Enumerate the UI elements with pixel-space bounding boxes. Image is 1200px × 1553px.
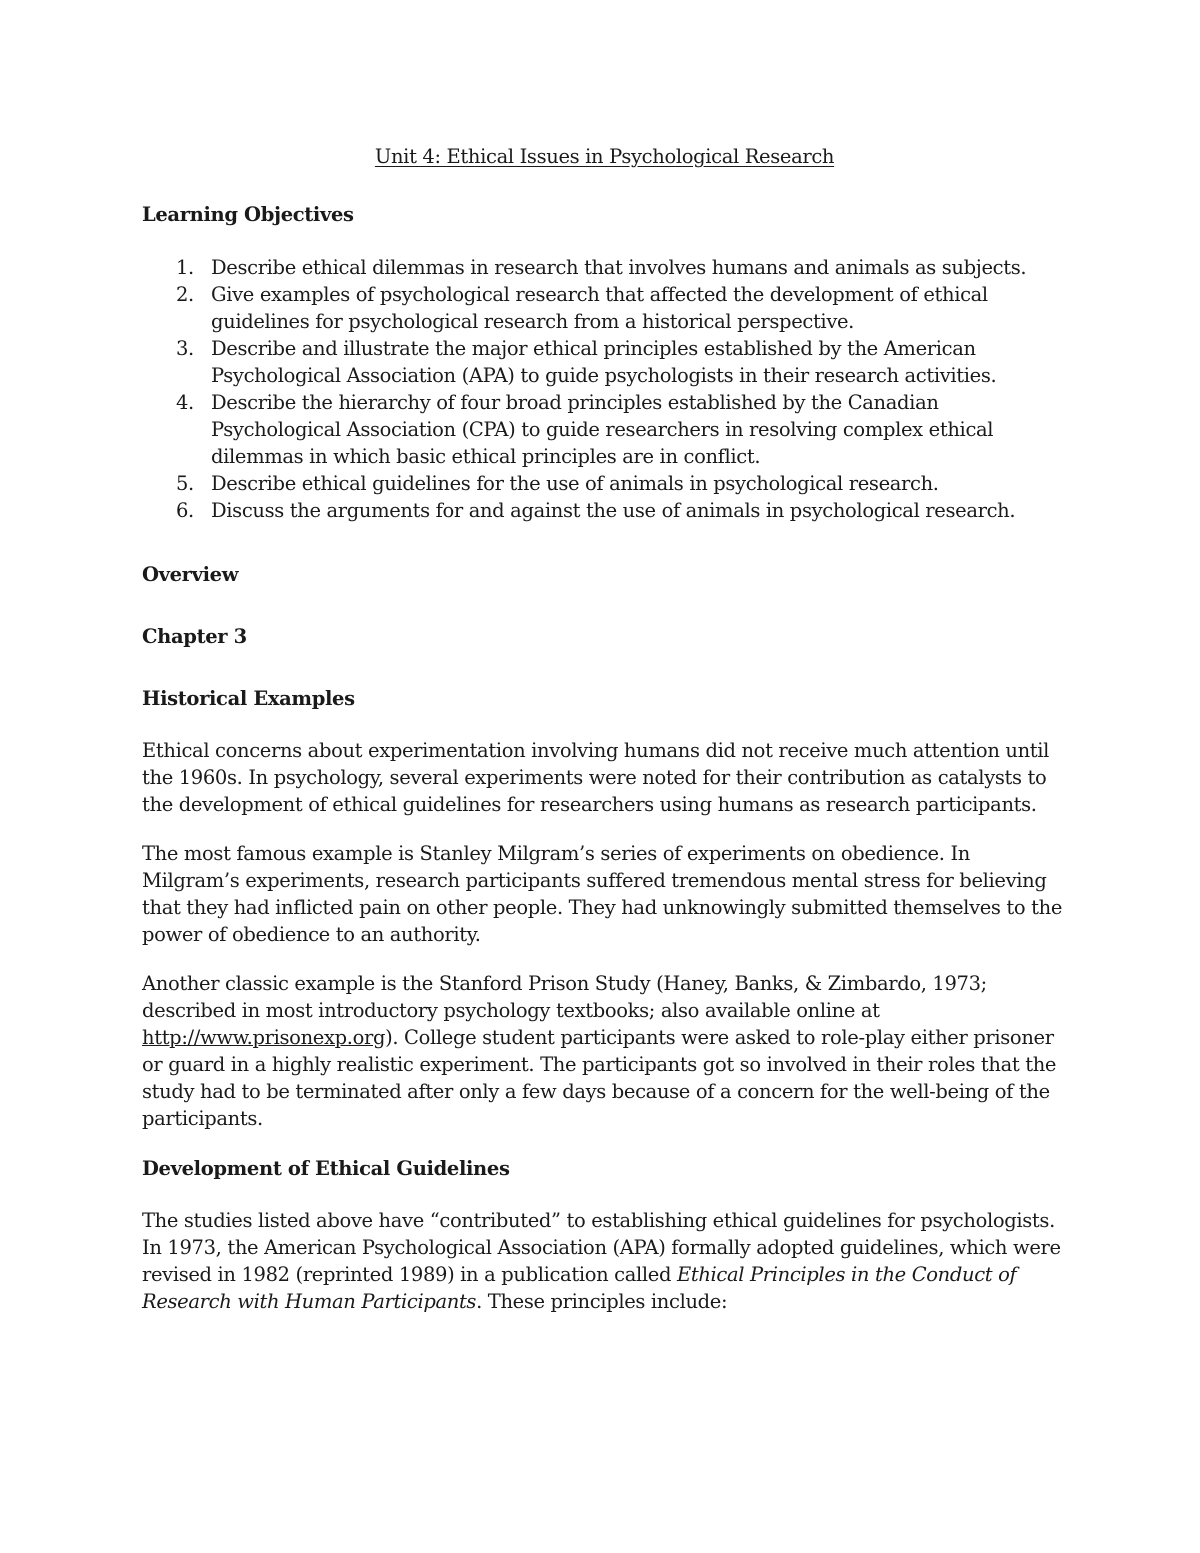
objective-text: Describe ethical dilemmas in research that involves humans and animals as subjects. (211, 256, 1027, 279)
prisonexp-link[interactable]: http://www.prisonexp.org (142, 1026, 386, 1049)
objective-number: 3. (176, 337, 194, 360)
objective-number: 1. (176, 256, 194, 279)
historical-paragraph-3 (142, 970, 1067, 1132)
publication-title: Ethical Principles in the Conduct of Research with Human Participants (142, 1263, 1017, 1313)
historical-paragraph-1: Ethical concerns about experimentation involving humans did not receive much attention until the 1960s. In psychology, several experiments were noted for their contribution as catalysts to the development of ethical guidelines for researchers using humans as research participants. (142, 739, 1050, 816)
objective-item (142, 497, 1067, 524)
learning-objectives-list (142, 254, 1067, 524)
objective-number: 5. (176, 472, 194, 495)
objective-item (142, 254, 1067, 281)
objective-item (142, 281, 1067, 335)
overview-heading: Overview (142, 563, 239, 586)
document-page (142, 138, 1067, 1315)
chapter-heading: Chapter 3 (142, 625, 247, 648)
objective-item (142, 470, 1067, 497)
paragraph-text: . These principles include: (476, 1290, 728, 1313)
document-title: Unit 4: Ethical Issues in Psychological Research (374, 145, 835, 168)
objective-text: Describe the hierarchy of four broad principles established by the Canadian Psychological Association (CPA) to guide researchers in resolving complex ethical dilemmas in which basic ethical principles are in conflict. (211, 391, 994, 468)
objective-text: Discuss the arguments for and against the use of animals in psychological research. (211, 499, 1016, 522)
objective-number: 4. (176, 391, 194, 414)
paragraph-text: Another classic example is the Stanford Prison Study (Haney, Banks, & Zimbardo, 1973; described in most introductory psychology textbooks; also available online at (142, 972, 987, 1022)
objective-number: 2. (176, 283, 194, 306)
development-paragraph-1 (142, 1207, 1067, 1315)
objective-text: Give examples of psychological research that affected the development of ethical guidelines for psychological research from a historical perspective. (211, 283, 988, 333)
objective-number: 6. (176, 499, 194, 522)
paragraph-text: ). College student participants were asked to role-play either prisoner or guard in a highly realistic experiment. The participants got so involved in their roles that the study had to be terminated after only a few days because of a concern for the well-being of the participants. (142, 1026, 1057, 1130)
objective-text: Describe ethical guidelines for the use of animals in psychological research. (211, 472, 939, 495)
development-guidelines-heading: Development of Ethical Guidelines (142, 1157, 510, 1180)
paragraph-text: The studies listed above have “contributed” to establishing ethical guidelines for psychologists. In 1973, the American Psychological Association (APA) formally adopted guidelines, which were revised in 1982 (reprinted 1989) in a publication called (142, 1209, 1061, 1286)
historical-paragraph-2: The most famous example is Stanley Milgram’s series of experiments on obedience. In Milgram’s experiments, research participants suffered tremendous mental stress for believing that they had inflicted pain on other people. They had unknowingly submitted themselves to the power of obedience to an authority. (142, 842, 1063, 946)
learning-objectives-heading: Learning Objectives (142, 203, 354, 226)
objective-text: Describe and illustrate the major ethical principles established by the American Psychological Association (APA) to guide psychologists in their research activities. (211, 337, 997, 387)
historical-examples-heading: Historical Examples (142, 687, 355, 710)
objective-item (142, 389, 1067, 470)
objective-item (142, 335, 1067, 389)
